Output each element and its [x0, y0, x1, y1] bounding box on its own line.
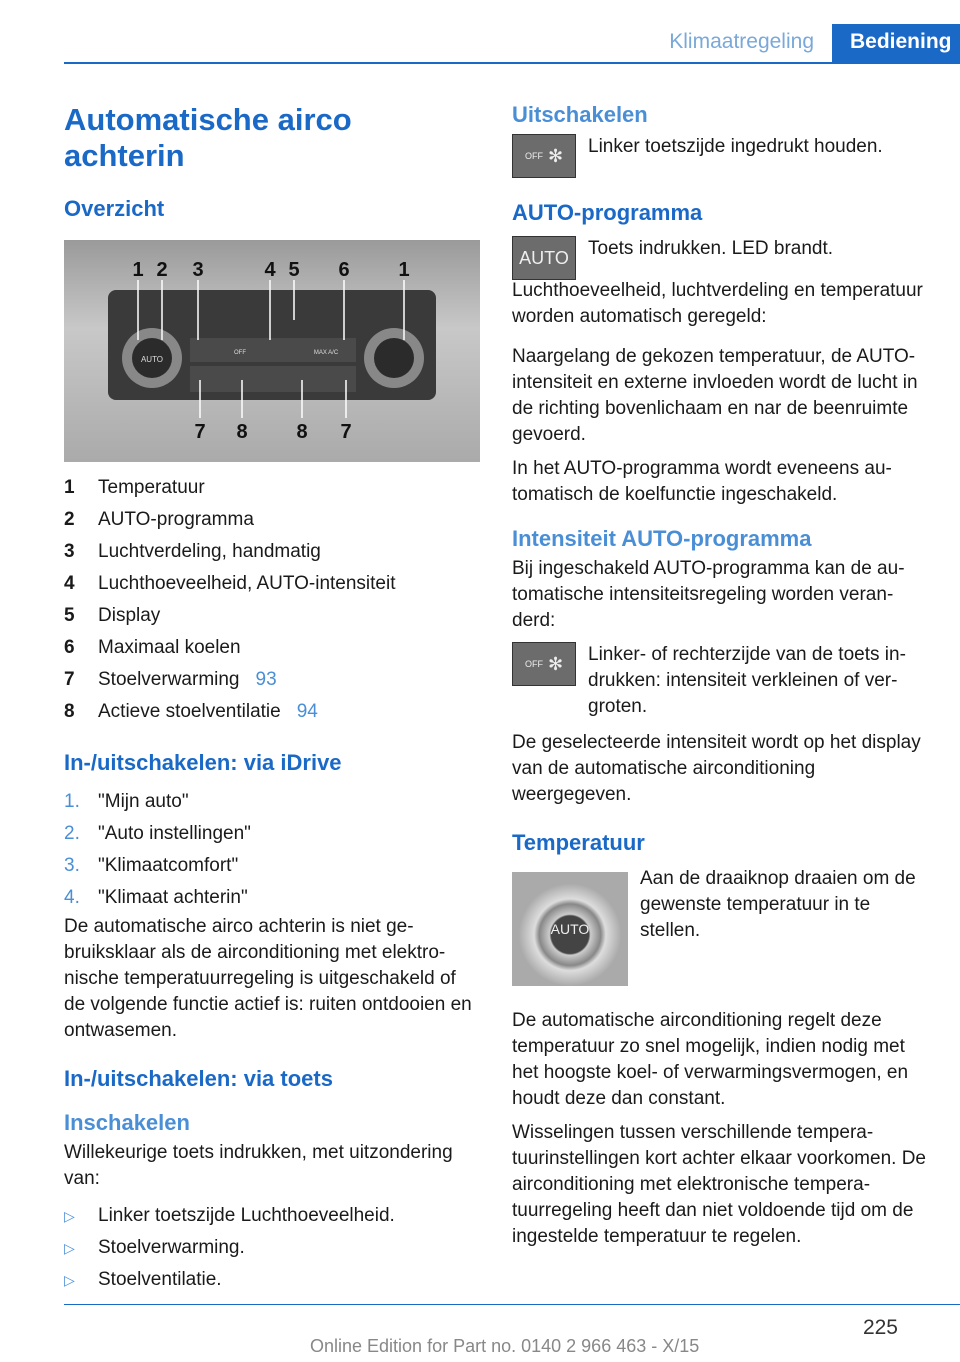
- legend-item: 1 Temperatuur: [64, 477, 205, 498]
- overview-heading: Overzicht: [64, 196, 165, 221]
- auto-heading: AUTO-programma: [512, 200, 703, 225]
- callout-5: 5: [288, 259, 300, 281]
- toets-heading: In-/uitschakelen: via toets: [64, 1066, 333, 1091]
- temp-icon-text: Aan de draaiknop draaien om de gewenste temperatuur in te stellen.: [640, 868, 916, 941]
- panel-max-label: MAX A/C: [313, 350, 339, 356]
- page-number: 225: [862, 1316, 898, 1339]
- legend-item: 6 Maximaal koelen: [64, 637, 241, 658]
- intensity-icon-text: Linker- of rechterzijde van de toets indrukken: intensiteit verkleinen of vergroten.: [588, 644, 906, 717]
- footer-rule: [64, 1304, 960, 1305]
- list-item: ▷ Linker toetszijde Luchthoeveelheid.: [64, 1200, 480, 1232]
- auto-button-icon: AUTO: [512, 236, 576, 280]
- climate-panel-image: [64, 240, 480, 462]
- callout-2: 2: [156, 259, 168, 281]
- tab-klimaatregeling: Klimaatregeling: [669, 30, 814, 53]
- auto-row: [512, 236, 928, 280]
- idrive-heading: In-/uitschakelen: via iDrive: [64, 750, 342, 775]
- bullet-icon: ▷: [64, 1208, 75, 1224]
- panel-auto-label: AUTO: [140, 355, 164, 364]
- auto-text1: Toets indrukken. LED brandt.: [588, 238, 834, 259]
- uitschakelen-row: [512, 134, 928, 178]
- edition-text: Online Edition for Part no. 0140 2 966 463 - X/15: [310, 1336, 700, 1356]
- header-rule: [64, 62, 960, 64]
- intensity-para: De geselecteerde intensiteit wordt op het display van de automatische airconditioning weergegeven.: [512, 732, 921, 805]
- callout-1b: 1: [398, 259, 410, 281]
- page-ref-link[interactable]: 94: [296, 701, 318, 722]
- temp-para2: Wisselingen tussen verschillende temperatuurinstellingen kort achter elkaar voorkomen. De airconditioning met elektronische temperatuurregeling heeft dan niet voldoende tijd om de ingestelde temperatuur te regelen.: [512, 1122, 926, 1247]
- bullet-icon: ▷: [64, 1272, 75, 1288]
- fan-button-icon: OFF ✻: [512, 642, 576, 686]
- legend-item: 4 Luchthoeveelheid, AUTO-intensiteit: [64, 573, 396, 594]
- intensity-text: Bij ingeschakeld AUTO-programma kan de automatische intensiteitsregeling worden veranderd:: [512, 558, 905, 631]
- idrive-note: De automatische airco achterin is niet gebruiksklaar als de airconditioning met elektronische temperatuurregeling is uitgeschakeld of de volgende functie actief is: ruiten ontdooien en ontwasemen.: [64, 916, 472, 1041]
- intensity-row: [512, 642, 928, 720]
- uitschakelen-text: Linker toetszijde ingedrukt houden.: [588, 136, 883, 157]
- fan-off-button-icon: OFF ✻: [512, 134, 576, 178]
- callout-7: 7: [194, 421, 206, 443]
- inschakelen-text: Willekeurige toets indrukken, met uitzondering van:: [64, 1142, 453, 1189]
- panel-off-label: OFF: [234, 350, 246, 356]
- uitschakelen-heading: Uitschakelen: [512, 102, 648, 127]
- inschakelen-heading: Inschakelen: [64, 1110, 190, 1135]
- page-ref-link[interactable]: 93: [255, 669, 277, 690]
- callout-3: 3: [192, 259, 204, 281]
- callout-4: 4: [264, 259, 276, 281]
- temp-heading: Temperatuur: [512, 830, 645, 855]
- tab-bediening: Bediening: [832, 24, 960, 62]
- auto-para1: Naargelang de gekozen temperatuur, de AUTO-intensiteit en externe invloeden wordt de lucht in de richting bovenlichaam en nar de beenruimte gevoerd.: [512, 346, 918, 445]
- bullet-icon: ▷: [64, 1240, 75, 1256]
- legend-item: 8 Actieve stoelventilatie 94: [64, 696, 480, 728]
- list-item: 3. "Klimaatcomfort": [64, 855, 239, 876]
- list-item: ▷ Stoelverwarming.: [64, 1232, 480, 1264]
- list-item: 4. "Klimaat achterin": [64, 887, 248, 908]
- legend-item: 7 Stoelverwarming 93: [64, 664, 480, 696]
- auto-text2: Luchthoeveelheid, luchtverdeling en temperatuur worden automatisch geregeld:: [512, 280, 923, 327]
- page-title: Automatische airco achterin: [64, 102, 352, 173]
- temp-para1: De automatische airconditioning regelt deze temperatuur zo snel mogelijk, indien nodig met het hoogste koel- of verwarmingsvermogen, en houdt deze dan constant.: [512, 1010, 909, 1109]
- legend-list: [64, 472, 480, 728]
- exceptions-list: [64, 1200, 480, 1296]
- list-item: ▷ Stoelventilatie.: [64, 1264, 480, 1296]
- temp-row: [512, 866, 928, 996]
- idrive-steps: [64, 786, 480, 914]
- callout-7b: 7: [340, 421, 352, 443]
- callout-8: 8: [236, 421, 248, 443]
- auto-para2: In het AUTO-programma wordt eveneens automatisch de koelfunctie ingeschakeld.: [512, 458, 892, 505]
- header-tabs: [669, 24, 960, 62]
- left-column: [64, 90, 480, 1296]
- callout-1: 1: [132, 259, 144, 281]
- callout-8b: 8: [296, 421, 308, 443]
- right-column: [512, 90, 928, 1258]
- temperature-knob-image: AUTO: [512, 872, 628, 986]
- legend-item: 3 Luchtverdeling, handmatig: [64, 541, 321, 562]
- list-item: 2. "Auto instellingen": [64, 823, 251, 844]
- legend-item: 2 AUTO-programma: [64, 509, 254, 530]
- legend-item: 5 Display: [64, 605, 161, 626]
- list-item: 1. "Mijn auto": [64, 791, 189, 812]
- intensity-heading: Intensiteit AUTO-programma: [512, 526, 812, 551]
- callout-6: 6: [338, 259, 350, 281]
